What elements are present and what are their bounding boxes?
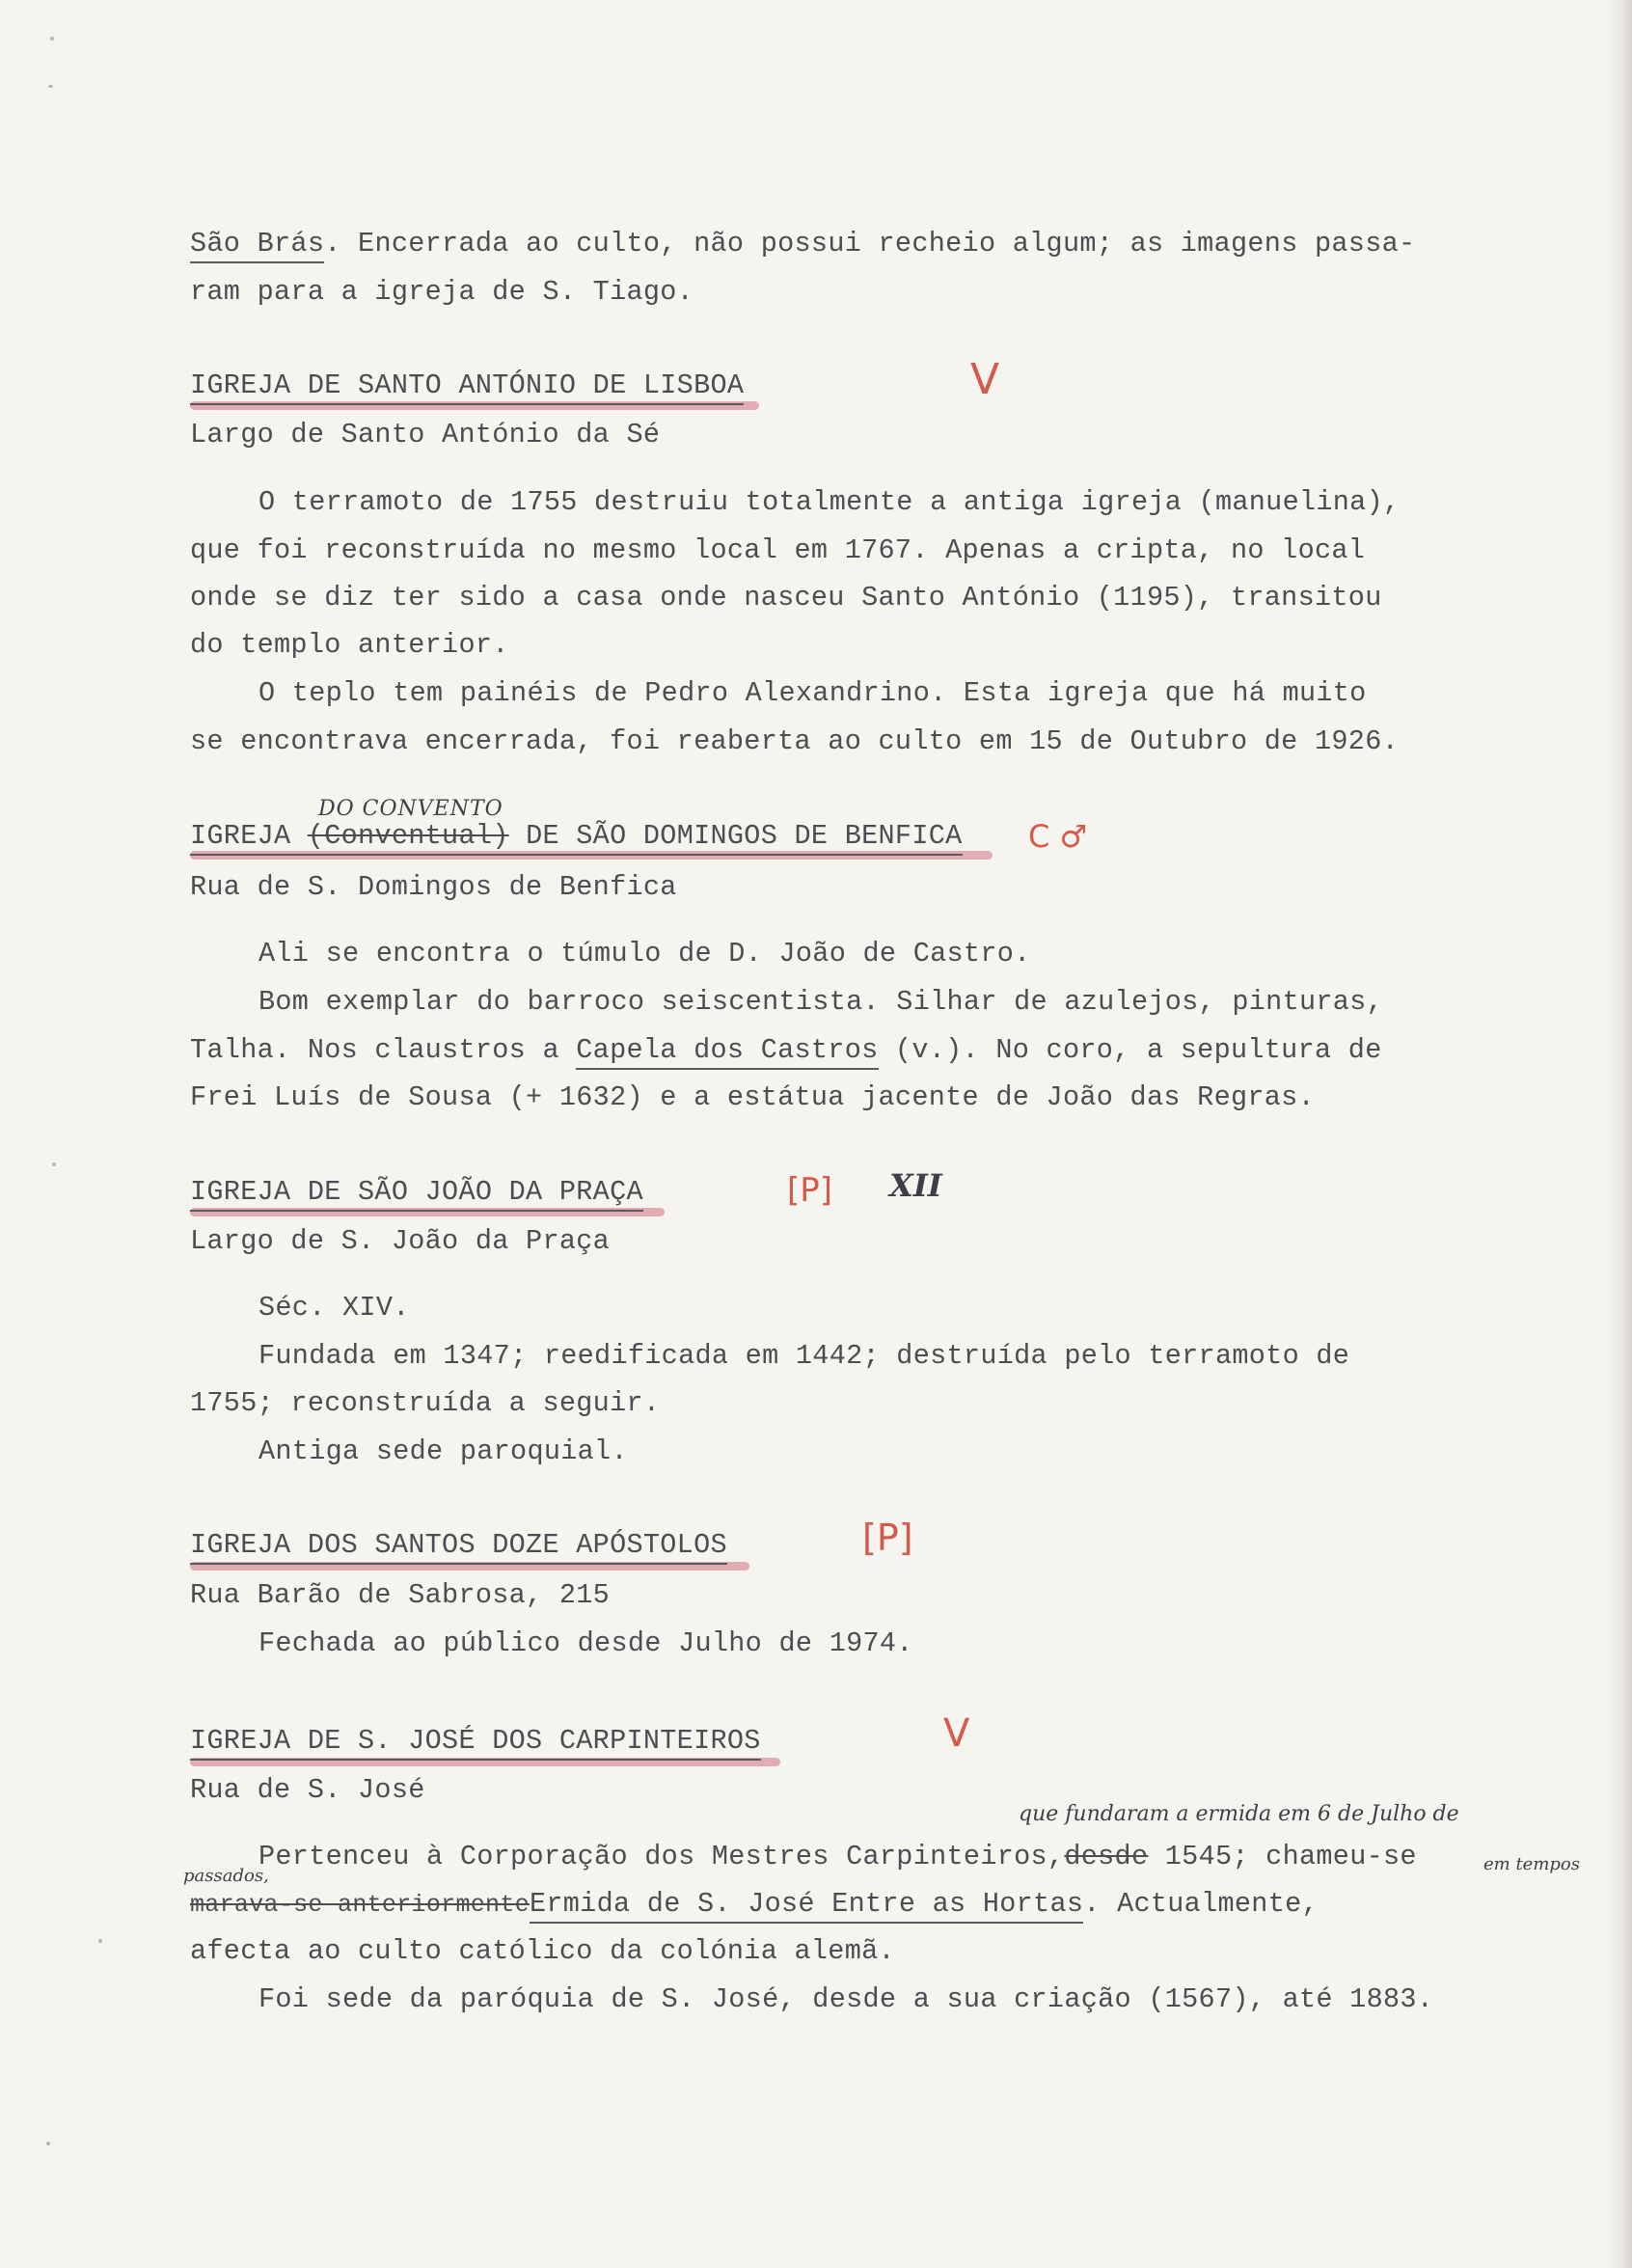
section-heading-doze-apostolos (190, 1529, 727, 1562)
margin-mark-p: [P] (787, 1171, 833, 1210)
paper-speck (52, 1162, 56, 1166)
margin-mark-c: C ♂ (1028, 818, 1088, 855)
handwritten-insert: em tempos (1483, 1854, 1580, 1874)
paragraph-line: Séc. XIV. (258, 1292, 410, 1324)
address-sao-joao: Largo de S. João da Praça (190, 1225, 611, 1257)
paragraph-line: Frei Luís de Sousa (+ 1632) e a estátua jacente de João das Regras. (190, 1081, 1315, 1113)
paragraph-line: 1755; reconstruída a seguir. (190, 1387, 661, 1419)
address-doze-apostolos: Rua Barão de Sabrosa, 215 (190, 1579, 611, 1611)
paragraph-line: que foi reconstruída no mesmo local em 1767. Apenas a cripta, no local (190, 534, 1366, 566)
text: (v.). No coro, a sepultura de (878, 1034, 1382, 1066)
address-sao-jose: Rua de S. José (190, 1774, 425, 1806)
margin-mark-xii: XII (889, 1167, 942, 1204)
intro-line-1 (190, 228, 1415, 260)
text: Talha. Nos claustros a (190, 1034, 577, 1066)
paper-speck (98, 1939, 102, 1943)
heading-text: IGREJA DE SANTO ANTÓNIO DE LISBOA (190, 369, 745, 401)
paper-speck (46, 2142, 50, 2145)
paragraph-line (190, 1034, 1382, 1067)
paragraph-line: O terramoto de 1755 destruiu totalmente a antiga igreja (manuelina), (258, 486, 1401, 518)
address-santo-antonio: Largo de Santo António da Sé (190, 419, 661, 451)
address-sao-domingos: Rua de S. Domingos de Benfica (190, 871, 677, 903)
page-edge-shadow (1605, 0, 1632, 2268)
section-heading-sao-domingos (190, 820, 963, 853)
paragraph-line: O teplo tem painéis de Pedro Alexandrino. Esta igreja que há muito (258, 677, 1367, 709)
paragraph-line: Antiga sede paroquial. (258, 1435, 628, 1467)
paragraph-line: Fundada em 1347; reedificada em 1442; destruída pelo terramoto de (258, 1340, 1350, 1372)
capela-link-underlined: Capela dos Castros (576, 1034, 879, 1066)
struck-word: (Conventual) (307, 820, 509, 852)
checkmark-v: V (943, 1711, 970, 1756)
handwritten-insert: DO CONVENTO (318, 797, 503, 821)
paragraph-line (190, 1888, 1319, 1922)
handwritten-insert: que fundaram a ermida em 6 de Julho de (1019, 1802, 1459, 1826)
paragraph-line: Foi sede da paróquia de S. José, desde a sua criação (1567), até 1883. (258, 1983, 1434, 2015)
paragraph-line: Fechada ao público desde Julho de 1974. (258, 1627, 913, 1659)
section-heading-sao-jose (190, 1725, 761, 1758)
paragraph-line (258, 1841, 1417, 1873)
text: . Actualmente, (1083, 1888, 1319, 1920)
sao-bras-underlined: São Brás (190, 228, 325, 260)
heading-text: IGREJA (190, 820, 308, 852)
paragraph-line: Ali se encontra o túmulo de D. João de Castro. (258, 938, 1031, 970)
heading-text: IGREJA DE S. JOSÉ DOS CARPINTEIROS (190, 1725, 761, 1757)
text: 1545; chameu-se (1148, 1841, 1417, 1872)
heading-text: IGREJA DE SÃO JOÃO DA PRAÇA (190, 1176, 643, 1208)
ermida-link-underlined: Ermida de S. José Entre as Hortas (529, 1888, 1084, 1920)
struck-words: marava-se anteriormente (190, 1891, 530, 1919)
section-heading-sao-joao (190, 1176, 643, 1209)
intro-line-1-text: . Encerrada ao culto, não possui recheio algum; as imagens passa- (324, 228, 1416, 260)
checkmark-v: V (970, 355, 1000, 404)
heading-text: IGREJA DOS SANTOS DOZE APÓSTOLOS (190, 1529, 727, 1561)
intro-line-2: ram para a igreja de S. Tiago. (190, 276, 694, 308)
paragraph-line: se encontrava encerrada, foi reaberta ao culto em 15 de Outubro de 1926. (190, 725, 1399, 757)
handwritten-insert: passados, (183, 1866, 269, 1886)
text: Pertenceu à Corporação dos Mestres Carpinteiros, (258, 1841, 1065, 1872)
section-heading-santo-antonio (190, 369, 744, 402)
paragraph-line: onde se diz ter sido a casa onde nasceu Santo António (1195), transitou (190, 582, 1382, 614)
paragraph-line: do templo anterior. (190, 629, 509, 661)
paper-speck (48, 85, 53, 88)
heading-text: DE SÃO DOMINGOS DE BENFICA (508, 820, 963, 852)
struck-word: desde (1064, 1841, 1149, 1872)
paper-speck (50, 37, 54, 41)
margin-mark-p: [P] (862, 1517, 913, 1559)
paragraph-line: Bom exemplar do barroco seiscentista. Silhar de azulejos, pinturas, (258, 986, 1383, 1018)
paragraph-line: afecta ao culto católico da colónia alemã. (190, 1935, 895, 1967)
